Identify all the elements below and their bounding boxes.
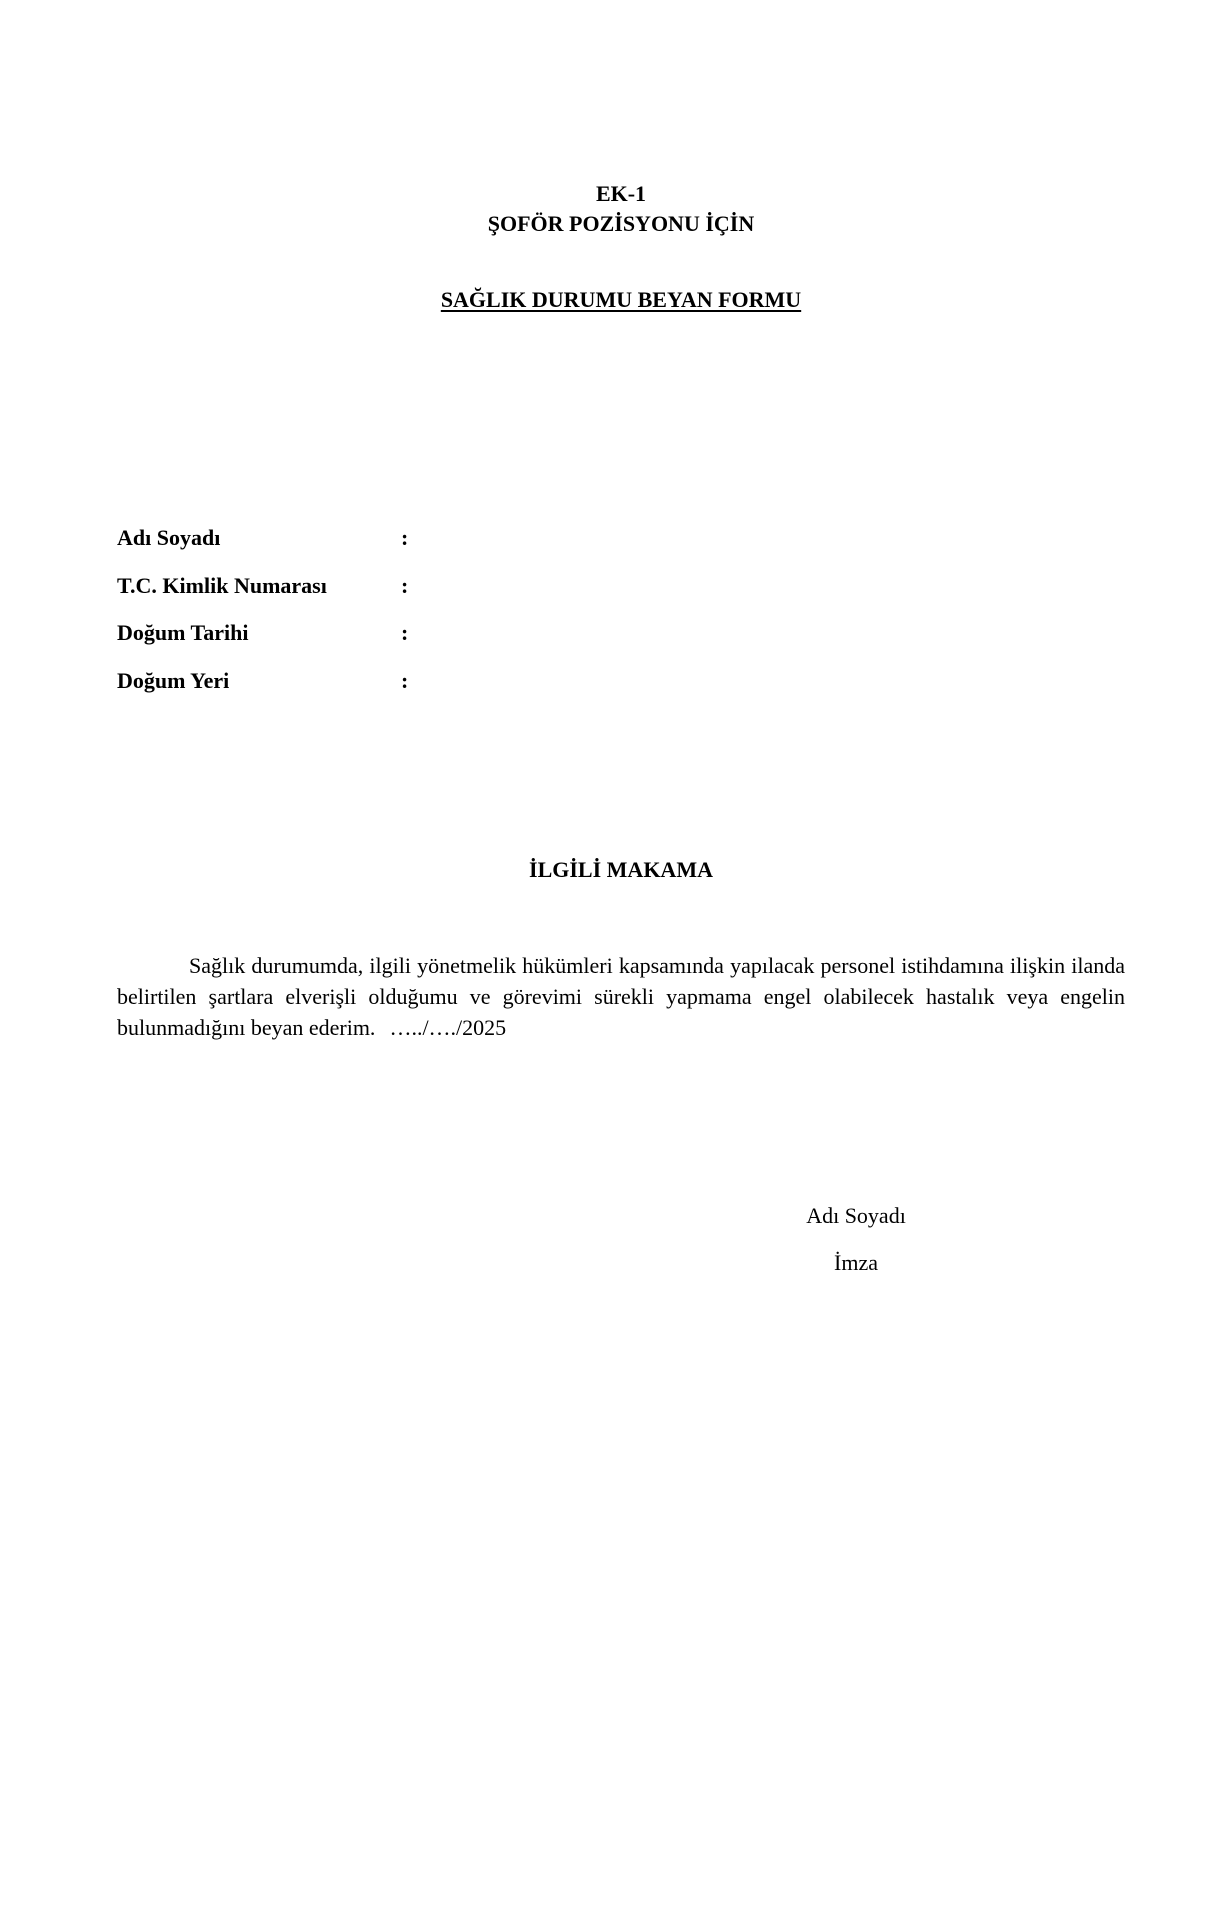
personal-info-fields — [117, 524, 517, 714]
signature-name-label: Adı Soyadı — [806, 1203, 906, 1228]
form-title: SAĞLIK DURUMU BEYAN FORMU — [440, 287, 802, 312]
field-label-id-number: T.C. Kimlik Numarası — [117, 572, 327, 598]
addressee-heading: İLGİLİ MAKAMA — [529, 857, 713, 882]
signature-block — [796, 1202, 916, 1277]
field-row-birth-date — [117, 619, 517, 667]
declaration-paragraph — [117, 950, 1125, 1043]
annex-label: EK-1 — [595, 181, 647, 206]
field-row-name — [117, 524, 517, 572]
field-row-id-number — [117, 572, 517, 620]
declaration-date: …../…./2025 — [389, 1015, 507, 1040]
field-separator: : — [401, 572, 409, 598]
field-row-birth-place — [117, 667, 517, 715]
field-separator: : — [401, 525, 409, 550]
field-label-birth-place: Doğum Yeri — [117, 667, 230, 693]
field-separator: : — [401, 667, 409, 693]
field-label-name: Adı Soyadı — [117, 525, 221, 550]
signature-label: İmza — [834, 1250, 878, 1275]
field-label-birth-date: Doğum Tarihi — [117, 620, 249, 645]
declaration-text: Sağlık durumumda, ilgili yönetmelik hükümleri kapsamında yapılacak personel istihdamına ilişkin ilanda belirtilen şartlara elverişli olduğumu ve görevimi sürekli yapmama engel olabilecek hastalık veya engelin bulunmadığını beyan ederim. — [117, 953, 1125, 1040]
position-title: ŞOFÖR POZİSYONU İÇİN — [487, 211, 755, 236]
field-separator: : — [401, 620, 409, 645]
